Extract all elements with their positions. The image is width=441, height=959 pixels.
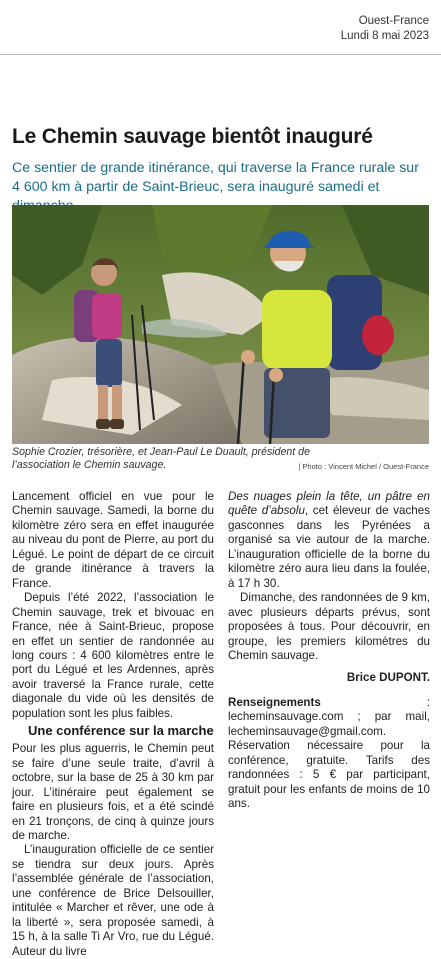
header-divider bbox=[0, 54, 441, 55]
info-label: Renseignements bbox=[228, 695, 321, 709]
article-column-left bbox=[12, 490, 214, 959]
paragraph-conference bbox=[228, 490, 430, 591]
article-lead: Ce sentier de grande itinérance, qui traverse la France rurale sur 4 600 km à partir de Saint-Brieuc, sera inauguré samedi et bbox=[12, 160, 419, 195]
conference-text: , cet éleveur de vaches gasconnes dans les Pyrénées a organisé sa vie autour de la marche. L’inauguration officielle de la borne du kilomètre zéro aura lieu dans la foulée, à 17 h 30. bbox=[228, 504, 430, 590]
article-title: Le Chemin sauvage bientôt inauguré bbox=[12, 125, 373, 148]
subheading: Une conférence sur la marche bbox=[28, 723, 214, 739]
newspaper-name: Ouest-France bbox=[358, 15, 429, 27]
paragraph-inauguration bbox=[12, 843, 214, 959]
masthead bbox=[341, 14, 429, 44]
article-column-right bbox=[228, 490, 430, 812]
info-text: : lecheminsauvage.com ; par mail, lecheminsauvage@gmail.com. Réservation nécessaire pour la conférence, gratuite. Tarifs des randonnées : 5 € par participant, gratuit pour les enfants de moins de 10 ans. bbox=[228, 695, 430, 811]
info-box bbox=[228, 696, 430, 812]
hikers-photo-illustration bbox=[12, 205, 429, 444]
photo-caption: Sophie Crozier, trésorière, et Jean-Paul Le Duault, président de l’association le Chemin sauvage. bbox=[12, 446, 310, 471]
paragraph-history: Depuis l’été 2022, l’association le Chemin sauvage, trek et bivouac en France, née à Saint-Brieuc, propose en effet un sentier de randonnée au long cours : 4 600 kilomètres entre le port du Légué et les Ardennes, après avoir traversé la France rurale, cette diagonale du vide où les densités de population sont les plus faibles. bbox=[12, 591, 214, 720]
photo-credit: | Photo : Vincent Michel / Ouest-France bbox=[298, 462, 429, 471]
author-signature: Brice DUPONT. bbox=[346, 671, 430, 685]
paragraph-sunday: Dimanche, des randonnées de 9 km, avec plusieurs départs prévus, sont proposées à tous. Pour découvrir, en groupe, les premiers kilomètres du Chemin sauvage. bbox=[228, 591, 430, 662]
paragraph-itinerary: Pour les plus aguerris, le Chemin peut se faire d’une seule traite, d’avril à octobre, sur la base de 25 à 30 km par jour. L’itinéraire peut également se faire en plusieurs fois, et a été scindé en 21 tronçons, de cinq à quinze jours de marche. bbox=[12, 742, 214, 842]
article-photo bbox=[12, 205, 429, 444]
issue-date: Lundi 8 mai 2023 bbox=[340, 30, 429, 42]
inauguration-text: L’inauguration officielle de ce sentier se tiendra sur deux jours. Après l’assemblée générale de l’association, une conférence de Brice Delsouiller, intitulée « Marcher et rêver, une ode à la liberté », sera proposée samedi, à 15 h, à la salle Ti Ar Vro, rue du Légué. Auteur du livre bbox=[12, 843, 214, 958]
book-title: Des nuages plein la tête, un pâtre en quête d’absolu bbox=[228, 490, 430, 518]
paragraph-intro: Lancement officiel en vue pour le Chemin sauvage. Samedi, la borne du kilomètre zéro sera en effet inaugurée au niveau du pont de Pierre, au port du Légué. Le point de départ de ce circuit de grande itinérance à travers la France. bbox=[12, 490, 214, 590]
